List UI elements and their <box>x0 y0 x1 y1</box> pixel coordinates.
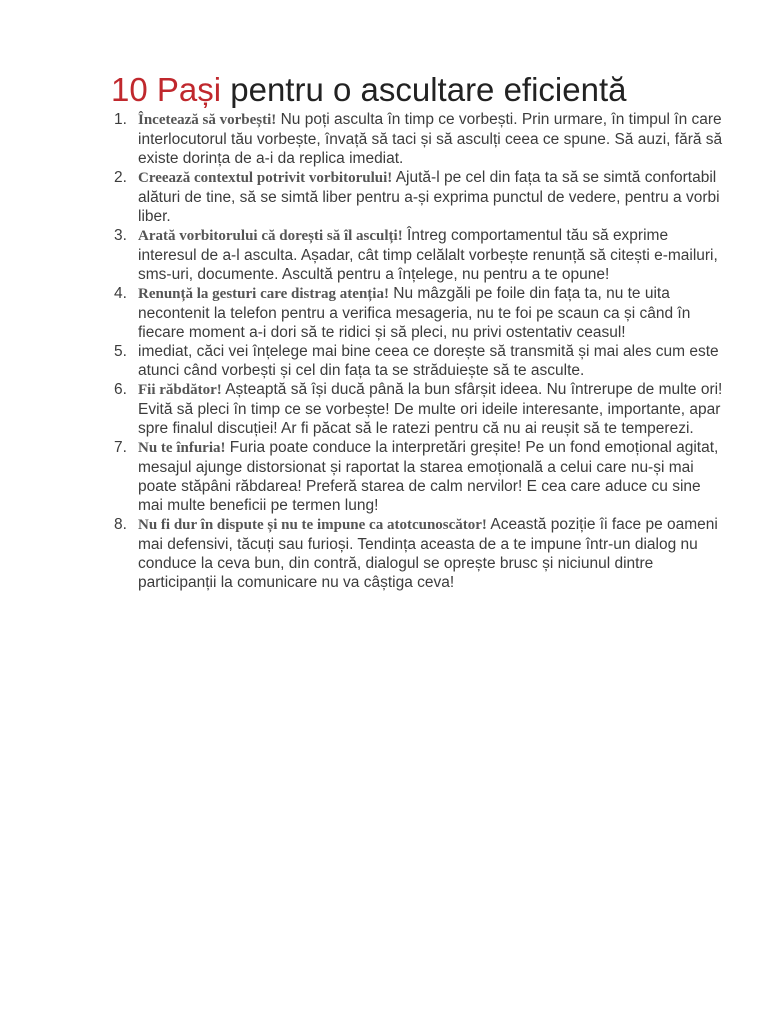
step-number: 1. <box>114 111 127 128</box>
page-title <box>111 70 627 110</box>
step-lead: Arată vorbitorului că dorești să îl asculți! <box>138 228 403 244</box>
step-number: 7. <box>114 439 127 456</box>
step-number: 6. <box>114 381 127 398</box>
step-lead: Nu fi dur în dispute și nu te impune ca atotcunoscător! <box>138 517 487 533</box>
step-item <box>96 168 726 226</box>
step-text: Furia poate conduce la interpretări greșite! Pe un fond emoțional agitat, mesajul ajunge distorsionat și raportat la starea emoțională a celui care nu-și mai poate stăpâni răbdarea! Preferă starea de calm nervilor! E cea care aduce cu sine mai multe beneficii pe termen lung! <box>138 439 719 514</box>
step-text: Întreg comportamentul tău să exprime interesul de a-l asculta. Așadar, cât timp celălalt vorbește renunță să citești e-mailuri, sms-uri, documente. Ascultă pentru a înțelege, nu pentru a te opune! <box>138 227 718 283</box>
steps-list <box>96 110 726 592</box>
step-number: 8. <box>114 516 127 533</box>
step-item <box>96 226 726 284</box>
title-accent: 10 Pași <box>111 71 222 108</box>
step-text: imediat, căci vei înțelege mai bine ceea ce dorește să transmită și mai ales cum este atunci când vorbești și cel din fața ta se străduiește să te asculte. <box>138 343 719 379</box>
step-item <box>96 110 726 168</box>
step-number: 2. <box>114 169 127 186</box>
step-item <box>96 515 726 592</box>
step-lead: Fii răbdător! <box>138 382 222 398</box>
step-text: Ajută-l pe cel din fața ta să se simtă confortabil alături de tine, să se simtă liber pentru a-și exprima punctul de vedere, pentru a vorbi liber. <box>138 169 720 225</box>
step-lead: Nu te înfuria! <box>138 440 226 456</box>
step-item <box>96 284 726 342</box>
step-number: 5. <box>114 343 127 360</box>
step-item <box>96 438 726 515</box>
step-number: 3. <box>114 227 127 244</box>
step-item <box>96 342 726 380</box>
step-lead: Renunță la gesturi care distrag atenția! <box>138 286 389 302</box>
step-lead: Încetează să vorbești! <box>138 112 277 128</box>
step-item <box>96 380 726 438</box>
step-text: Așteaptă să își ducă până la bun sfârșit ideea. Nu întrerupe de multe ori! Evită să pleci în timp ce se vorbește! De multe ori ideile interesante, importante, apar spre finalul discuției! Ar fi păcat să le ratezi pentru că nu ai reușit să te temperezi. <box>138 381 723 437</box>
step-number: 4. <box>114 285 127 302</box>
step-text: Nu mâzgăli pe foile din fața ta, nu te uita necontenit la telefon pentru a verifica mesageria, nu te foi pe scaun ca și când în fiecare moment a-i dori să te ridici și să pleci, nu privi ostentativ ceasul! <box>138 285 691 341</box>
step-text: Această poziție îi face pe oameni mai defensivi, tăcuți sau furioși. Tendința aceasta de a te impune într-un dialog nu conduce la ceva bun, din contră, dialogul se oprește brusc și niciunul dintre participanții la comunicare nu va câștiga ceva! <box>138 516 718 591</box>
step-text: Nu poți asculta în timp ce vorbești. Prin urmare, în timpul în care interlocutorul tău vorbește, învață să taci și să asculți ceea ce spune. Să auzi, fără să existe dorința de a-i da replica imediat. <box>138 111 723 167</box>
step-lead: Creează contextul potrivit vorbitorului! <box>138 170 393 186</box>
title-rest: pentru o ascultare eficientă <box>221 71 627 108</box>
